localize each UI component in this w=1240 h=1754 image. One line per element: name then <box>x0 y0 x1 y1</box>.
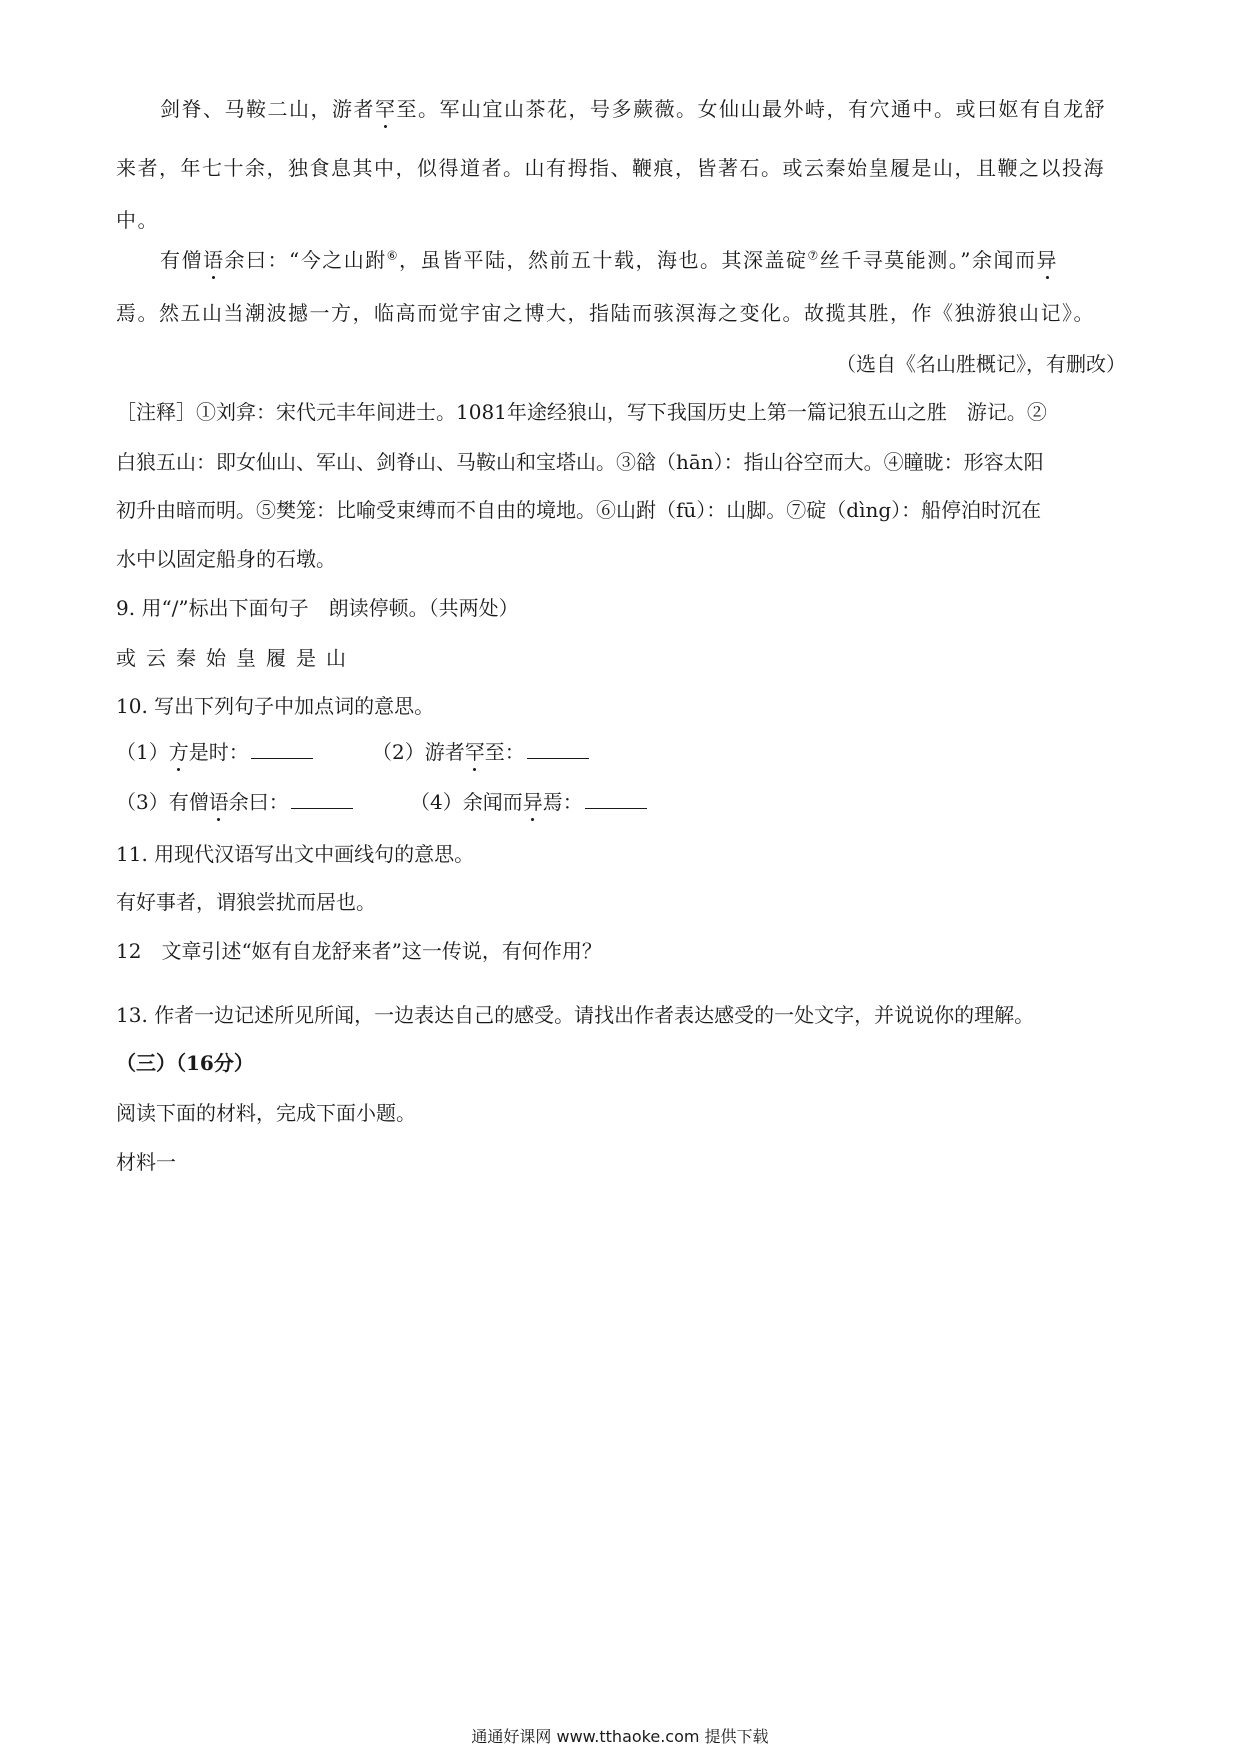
dotted-word: 异 <box>1036 248 1058 272</box>
answer-blank[interactable] <box>585 788 647 809</box>
question-10-item-2: （2）游者罕至： <box>372 738 589 766</box>
note-line: 水中以固定船身的石墩。 <box>116 547 336 571</box>
question-11-sentence: 有好事者，谓狼尝扰而居也。 <box>116 890 376 914</box>
dotted-word: 方 <box>168 740 189 764</box>
passage-line: 剑脊、马鞍二山，游者罕至。军山宜山茶花，号多蕨薇。女仙山最外峙，有穴通中。或曰妪有自龙舒 <box>160 97 1106 121</box>
note-line: ［注释］①刘弇：宋代元丰年间进士。1081年途经狼山，写下我国历史上第一篇记狼五山之胜 游记。② <box>116 400 1047 424</box>
footnote-mark: ⑥ <box>386 248 399 263</box>
question-13: 13. 作者一边记述所见所闻，一边表达自己的感受。请找出作者表达感受的一处文字，并说说你的理解。 <box>116 1003 1035 1027</box>
dotted-word: 罕 <box>375 97 397 121</box>
question-10-item-3: （3）有僧语余曰： <box>116 788 353 816</box>
question-10-item-4: （4）余闻而异焉： <box>410 788 647 816</box>
section-instruction: 阅读下面的材料，完成下面小题。 <box>116 1101 416 1125</box>
dotted-word: 异 <box>522 790 543 814</box>
question-11: 11. 用现代汉语写出文中画线句的意思。 <box>116 842 475 866</box>
footnote-mark: ⑦ <box>807 248 820 263</box>
question-9-sentence: 或 云 秦 始 皇 履 是 山 <box>116 646 346 670</box>
question-9: 9. 用“/”标出下面句子 朗读停顿。（共两处） <box>116 596 519 620</box>
answer-blank[interactable] <box>527 738 589 759</box>
section-title: （三）（16分） <box>116 1051 254 1075</box>
question-10: 10. 写出下列句子中加点词的意思。 <box>116 694 435 718</box>
dotted-word: 语 <box>208 790 229 814</box>
passage-source: （选自《名山胜概记》，有删改） <box>836 352 1126 376</box>
passage-line: 焉。然五山当潮波撼一方，临高而觉宇宙之博大，指陆而骇溟海之变化。故揽其胜，作《独游狼山记》。 <box>116 301 1095 325</box>
dotted-word: 语 <box>203 248 225 272</box>
question-10-item-1: （1）方是时： <box>116 738 313 766</box>
dotted-word: 罕 <box>464 740 485 764</box>
question-12: 12 文章引述“妪有自龙舒来者”这一传说，有何作用？ <box>116 939 602 963</box>
passage-line: 中。 <box>116 208 159 232</box>
answer-blank[interactable] <box>291 788 353 809</box>
material-label: 材料一 <box>116 1150 176 1174</box>
page-footer: 通通好课网 www.tthaoke.com 提供下载 <box>471 1727 769 1746</box>
passage-line: 来者，年七十余，独食息其中，似得道者。山有拇指、鞭痕，皆著石。或云秦始皇履是山，且鞭之以投海 <box>116 156 1105 180</box>
answer-blank[interactable] <box>251 738 313 759</box>
passage-line: 有僧语余曰：“今之山跗⑥，虽皆平陆，然前五十载，海也。其深盖碇⑦丝千寻莫能测。”余闻而异 <box>160 248 1058 272</box>
note-line: 初升由暗而明。⑤樊笼：比喻受束缚而不自由的境地。⑥山跗（fū）：山脚。⑦碇（dìng）：船停泊时沉在 <box>116 498 1042 522</box>
note-line: 白狼五山：即女仙山、军山、剑脊山、马鞍山和宝塔山。③谽（hān）：指山谷空而大。④瞳昽：形容太阳 <box>116 450 1044 474</box>
